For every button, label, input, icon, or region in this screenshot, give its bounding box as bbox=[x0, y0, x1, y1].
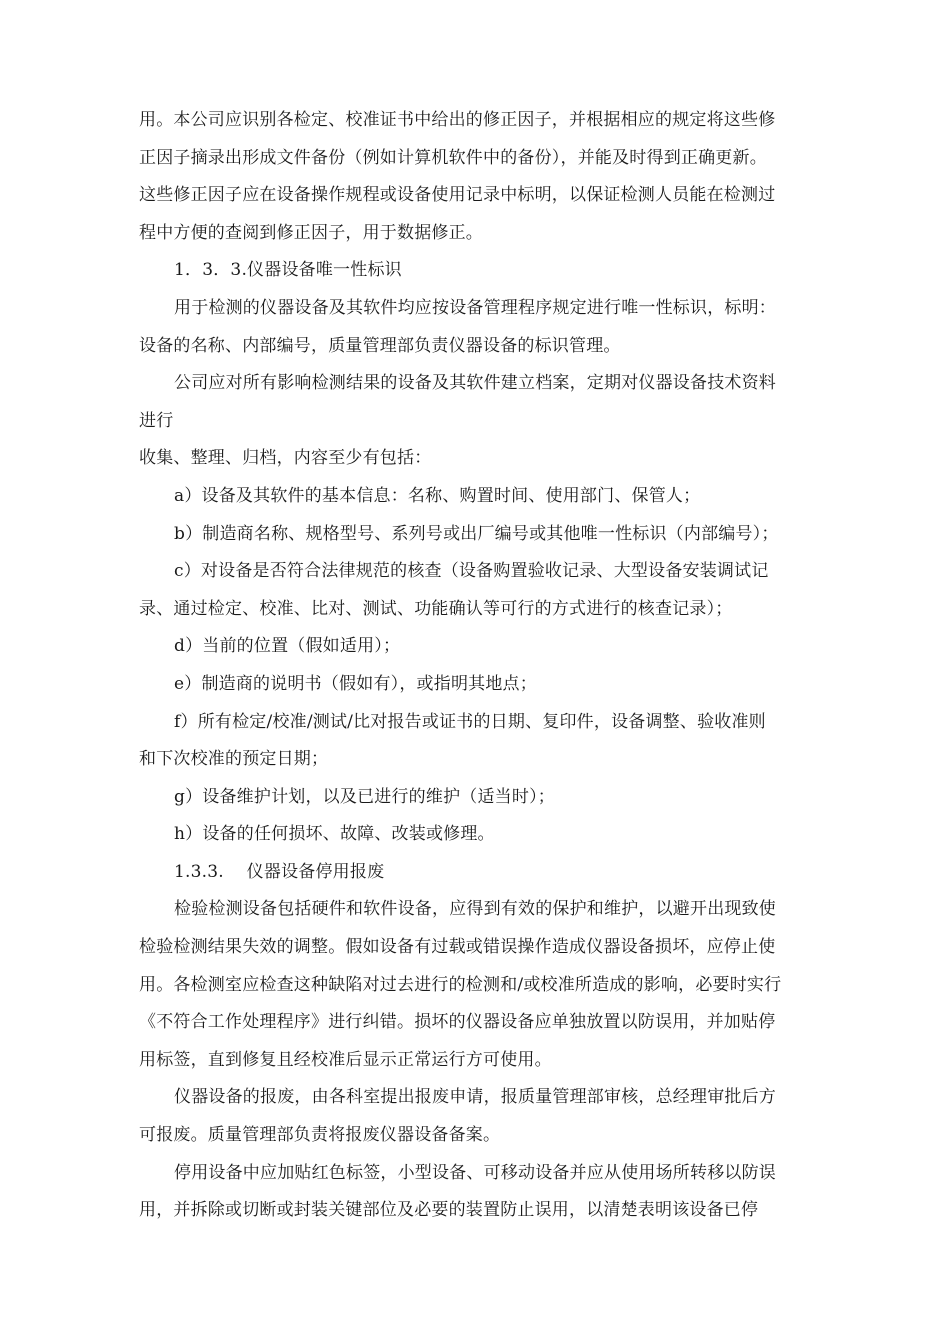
text-line: 进行 bbox=[139, 410, 174, 431]
text-line: 录、通过检定、校准、比对、测试、功能确认等可行的方式进行的核查记录）； bbox=[139, 598, 733, 619]
text-line: 检验检测结果失效的调整。假如设备有过载或错误操作造成仪器设备损坏，应停止使 bbox=[139, 937, 776, 958]
text-line: c）对设备是否符合法律规范的核查（设备购置验收记录、大型设备安装调试记 bbox=[174, 561, 769, 582]
text-line: a）设备及其软件的基本信息：名称、购置时间、使用部门、保管人； bbox=[174, 485, 701, 506]
text-line: 1.3.3. 仪器设备停用报废 bbox=[174, 861, 385, 882]
text-line: 这些修正因子应在设备操作规程或设备使用记录中标明，以保证检测人员能在检测过 bbox=[139, 185, 776, 206]
text-line: 1．3．3.仪器设备唯一性标识 bbox=[174, 260, 402, 281]
text-line: g）设备维护计划，以及已进行的维护（适当时）； bbox=[174, 786, 555, 807]
text-line: e）制造商的说明书（假如有），或指明其地点； bbox=[174, 673, 537, 694]
text-line: f）所有检定/校准/测试/比对报告或证书的日期、复印件，设备调整、验收准则 bbox=[174, 711, 766, 732]
text-line: 可报废。质量管理部负责将报废仪器设备备案。 bbox=[139, 1125, 501, 1146]
text-line: 检验检测设备包括硬件和软件设备，应得到有效的保护和维护，以避开出现致使 bbox=[174, 899, 776, 920]
text-line: b）制造商名称、规格型号、系列号或出厂编号或其他唯一性标识（内部编号）； bbox=[174, 523, 779, 544]
text-line: 程中方便的查阅到修正因子，用于数据修正。 bbox=[139, 222, 483, 243]
text-line: 用。各检测室应检查这种缺陷对过去进行的检测和/或校准所造成的影响，必要时实行 bbox=[139, 974, 782, 995]
text-line: 《不符合工作处理程序》进行纠错。损坏的仪器设备应单独放置以防误用，并加贴停 bbox=[139, 1012, 776, 1033]
document-page bbox=[139, 102, 829, 1230]
text-line: 用于检测的仪器设备及其软件均应按设备管理程序规定进行唯一性标识，标明： bbox=[174, 297, 776, 318]
text-line: 正因子摘录出形成文件备份（例如计算机软件中的备份），并能及时得到正确更新。 bbox=[139, 147, 767, 168]
text-line: 设备的名称、内部编号，质量管理部负责仪器设备的标识管理。 bbox=[139, 335, 621, 356]
text-line: 公司应对所有影响检测结果的设备及其软件建立档案，定期对仪器设备技术资料 bbox=[174, 373, 776, 394]
text-line: 和下次校准的预定日期； bbox=[139, 749, 329, 770]
text-line: d）当前的位置（假如适用）； bbox=[174, 636, 401, 657]
text-line: 收集、整理、归档，内容至少有包括： bbox=[139, 448, 432, 469]
text-line: 用标签，直到修复且经校准后显示正常运行方可使用。 bbox=[139, 1049, 552, 1070]
text-line: 停用设备中应加贴红色标签，小型设备、可移动设备并应从使用场所转移以防误 bbox=[174, 1162, 776, 1183]
text-line: 用，并拆除或切断或封装关键部位及必要的装置防止误用，以清楚表明该设备已停 bbox=[139, 1200, 759, 1221]
text-line: 用。本公司应识别各检定、校准证书中给出的修正因子，并根据相应的规定将这些修 bbox=[139, 110, 776, 130]
text-line: h）设备的任何损坏、故障、改装或修理。 bbox=[174, 824, 495, 845]
text-line: 仪器设备的报废，由各科室提出报废申请，报质量管理部审核，总经理审批后方 bbox=[174, 1087, 776, 1108]
